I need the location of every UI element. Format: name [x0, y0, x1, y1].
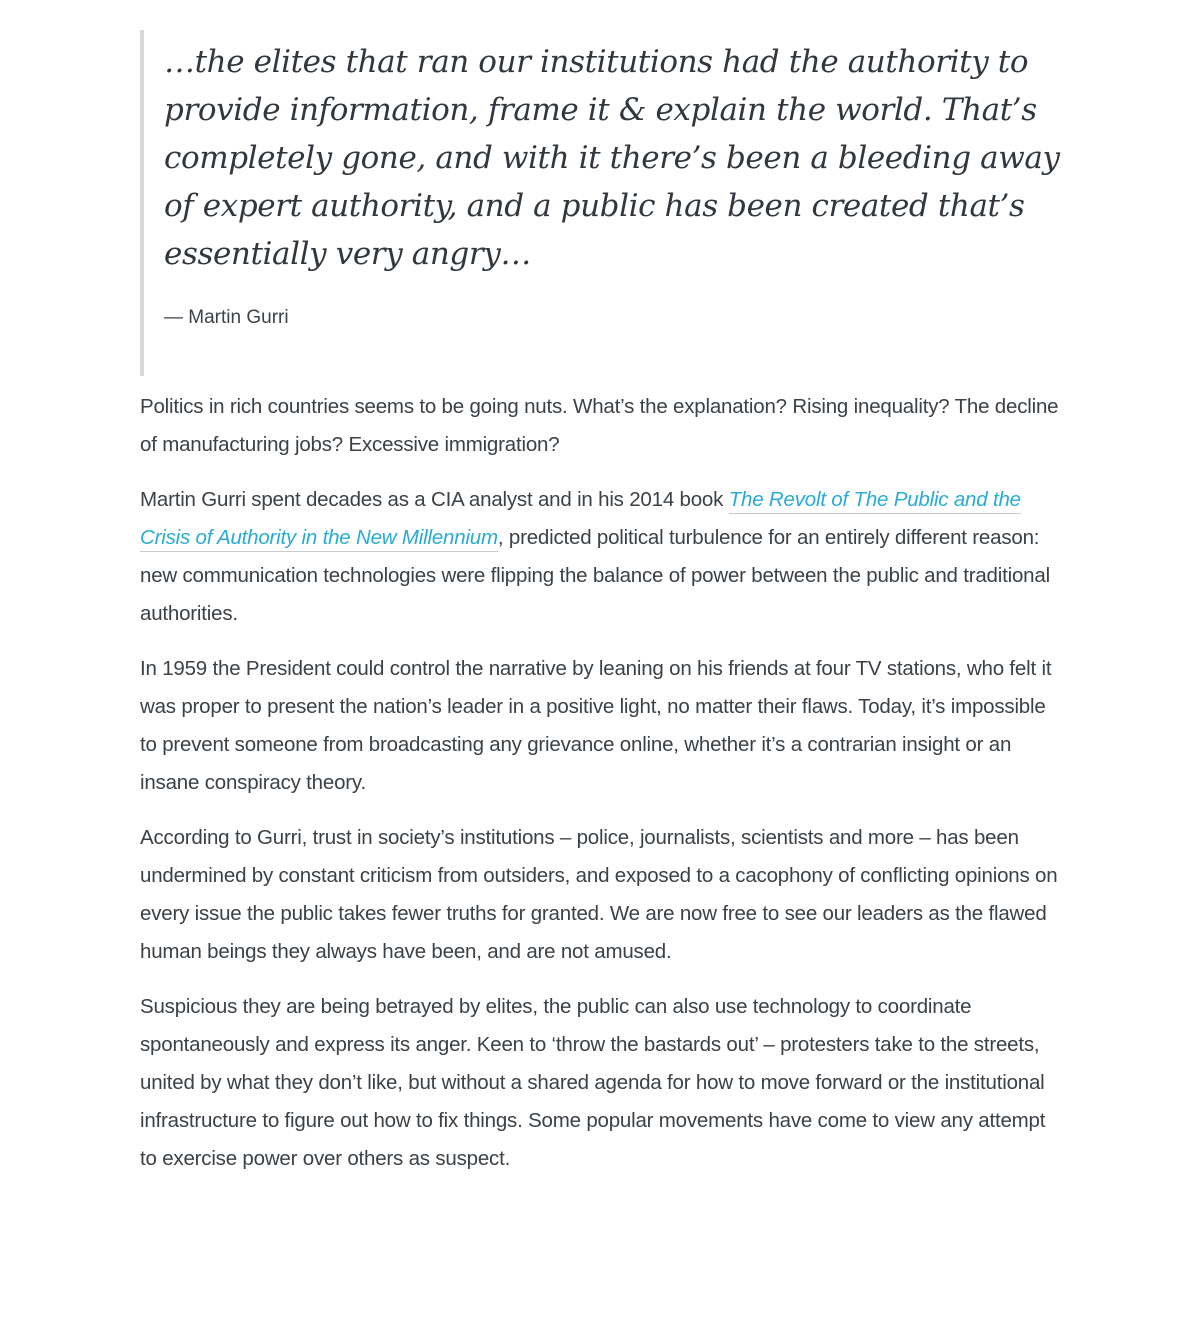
paragraph-2-text-after-link: , predicted political turbulence for an entirely different reason: new communication technologies were flipping the balance of power between the public and traditional authorities.	[140, 526, 1050, 625]
paragraph-2-text-before-link: Martin Gurri spent decades as a CIA analyst and in his 2014 book	[140, 488, 729, 511]
pull-quote-text: …the elites that ran our institutions had the authority to provide information, frame it & explain the world. That’s completely gone, and with it there’s been a bleeding away of expert authority, and a public has been created that’s essentially very angry…	[164, 44, 1060, 272]
article-paragraph-5: Suspicious they are being betrayed by elites, the public can also use technology to coordinate spontaneously and express its anger. Keen to ‘throw the bastards out’ – protesters take to the streets, united by what they don’t like, but without a shared agenda for how to move forward or the institutional infrastructure to figure out how to fix things. Some popular movements have come to view any attempt to exercise power over others as suspect.	[140, 995, 1046, 1170]
article-paragraph-3: In 1959 the President could control the narrative by leaning on his friends at four TV stations, who felt it was proper to present the nation’s leader in a positive light, no matter their flaws. Today, it’s impossible to prevent someone from broadcasting any grievance online, whether it’s a contrarian insight or an insane conspiracy theory.	[140, 657, 1052, 794]
pull-quote-attribution: — Martin Gurri	[164, 307, 289, 328]
article-paragraph-4: According to Gurri, trust in society’s institutions – police, journalists, scientists and more – has been undermined by constant criticism from outsiders, and exposed to a cacophony of conflicting opinions on every issue the public takes fewer truths for granted. We are now free to see our leaders as the flawed human beings they always have been, and are not amused.	[140, 826, 1058, 963]
article-paragraph-1: Politics in rich countries seems to be going nuts. What’s the explanation? Rising inequality? The decline of manufacturing jobs? Excessive immigration?	[140, 395, 1059, 456]
article-page	[140, 0, 1060, 1178]
pull-quote-block	[140, 30, 1060, 376]
book-title-link[interactable]: The Revolt of The Public and the Crisis of Authority in the New Millennium	[140, 488, 1021, 552]
article-paragraph-2	[140, 481, 1060, 633]
